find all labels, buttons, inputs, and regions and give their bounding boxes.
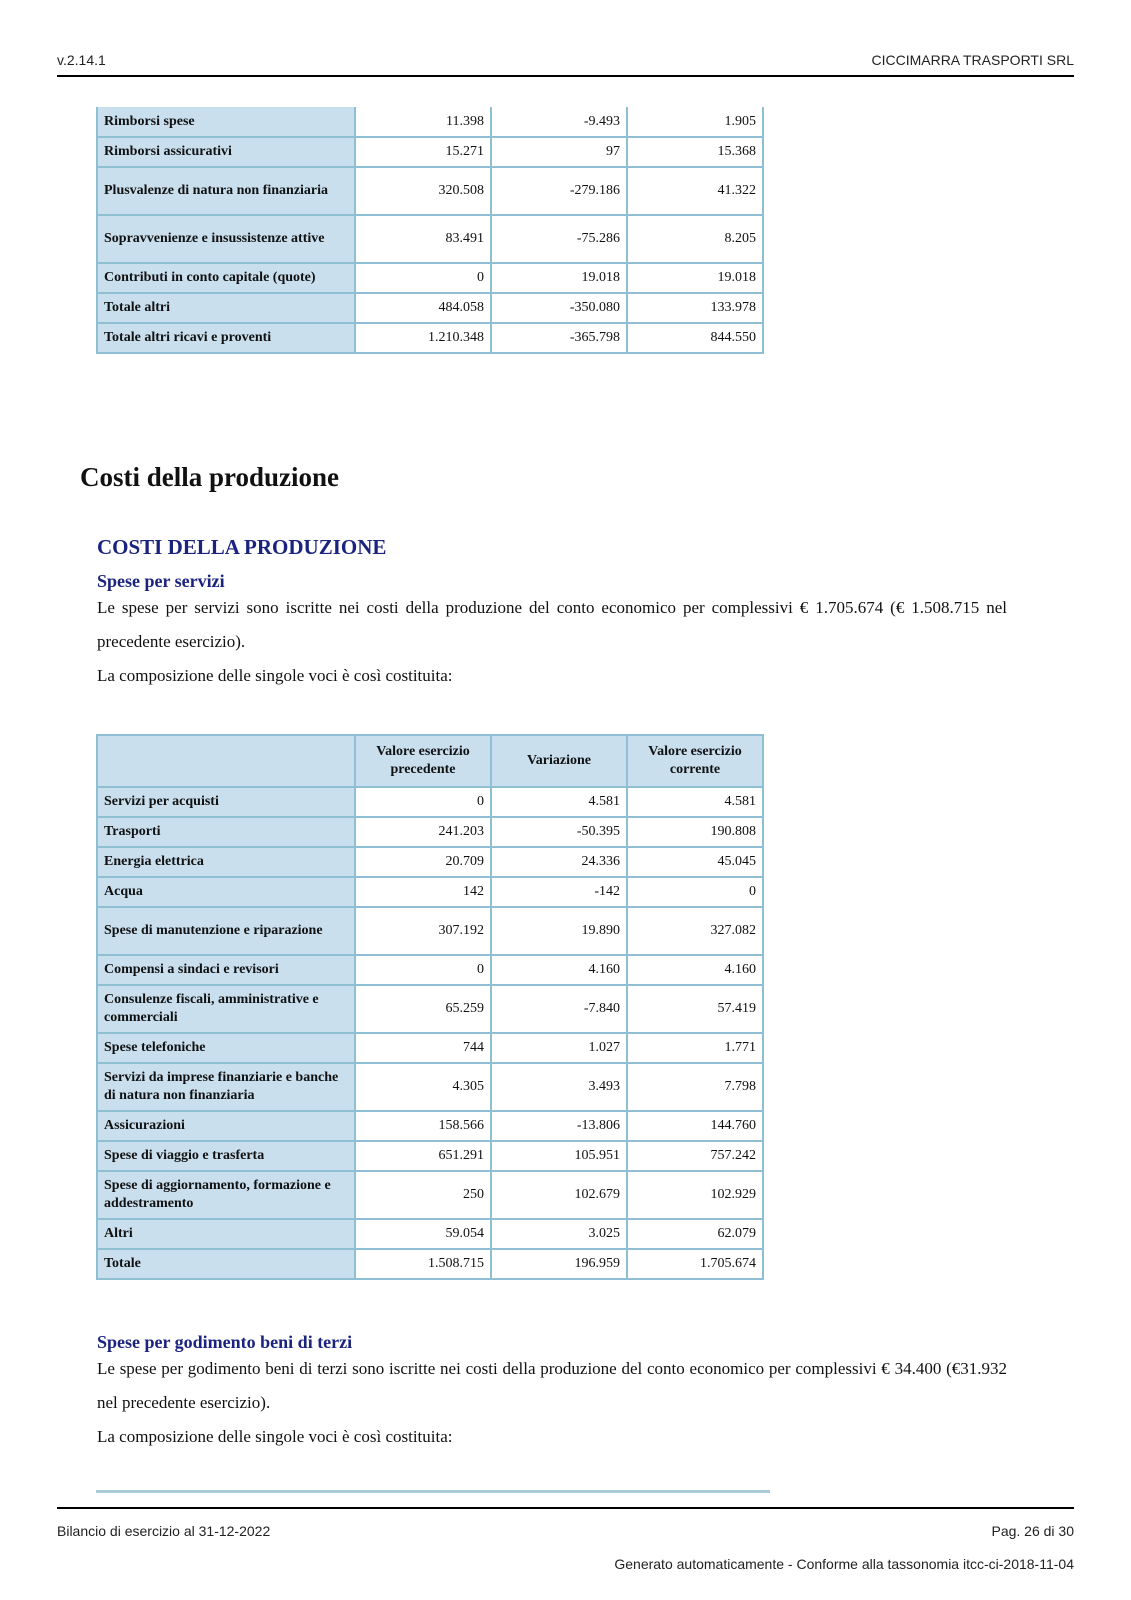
curr-value: 4.581 [627,787,763,817]
curr-value: 327.082 [627,907,763,955]
prev-value: 0 [355,787,491,817]
footer-generated-note: Generato automaticamente - Conforme alla tassonomia itcc-ci-2018-11-04 [614,1556,1074,1572]
servizi-heading: Spese per servizi [97,571,225,591]
godimento-text: Le spese per godimento beni di terzi sono iscritte nei costi della produzione del conto economico per complessivi € 34.400 (€31.932 nel precedente esercizio). [97,1359,1007,1412]
variation-value: -142 [491,877,627,907]
row-label: Servizi da imprese finanziarie e banche di natura non finanziaria [97,1063,355,1111]
prev-value: 1.508.715 [355,1249,491,1279]
variation-value: -365.798 [491,323,627,353]
prev-value: 307.192 [355,907,491,955]
prev-value: 0 [355,263,491,293]
prev-value: 250 [355,1171,491,1219]
row-label: Energia elettrica [97,847,355,877]
row-label: Spese telefoniche [97,1033,355,1063]
curr-value: 190.808 [627,817,763,847]
row-label: Plusvalenze di natura non finanziaria [97,167,355,215]
row-label: Assicurazioni [97,1111,355,1141]
section-title: Costi della produzione [80,462,340,492]
prev-value: 142 [355,877,491,907]
variation-value: 4.160 [491,955,627,985]
variation-value: -50.395 [491,817,627,847]
row-label: Spese di aggiornamento, formazione e addestramento [97,1171,355,1219]
variation-value: -350.080 [491,293,627,323]
curr-value: 1.905 [627,107,763,137]
variation-value: 4.581 [491,787,627,817]
variation-value: -75.286 [491,215,627,263]
variation-value: 105.951 [491,1141,627,1171]
header-variation: Variazione [491,735,627,787]
prev-value: 4.305 [355,1063,491,1111]
prev-value: 651.291 [355,1141,491,1171]
header-divider [57,75,1074,77]
curr-value: 8.205 [627,215,763,263]
row-label: Servizi per acquisti [97,787,355,817]
variation-value: 24.336 [491,847,627,877]
footer-page-number: Pag. 26 di 30 [991,1523,1074,1539]
curr-value: 4.160 [627,955,763,985]
row-label: Consulenze fiscali, amministrative e commerciali [97,985,355,1033]
prev-value: 158.566 [355,1111,491,1141]
company-name: CICCIMARRA TRASPORTI SRL [871,52,1074,68]
prev-value: 484.058 [355,293,491,323]
variation-value: 19.890 [491,907,627,955]
altri-ricavi-table [96,107,764,354]
prev-value: 744 [355,1033,491,1063]
footer-divider [57,1507,1074,1509]
footer-report-date: Bilancio di esercizio al 31-12-2022 [57,1523,271,1539]
curr-value: 144.760 [627,1111,763,1141]
prev-value: 11.398 [355,107,491,137]
page-header [57,52,1074,76]
header-prev: Valore esercizio precedente [355,735,491,787]
header-curr: Valore esercizio corrente [627,735,763,787]
row-label: Altri [97,1219,355,1249]
curr-value: 102.929 [627,1171,763,1219]
row-label: Rimborsi spese [97,107,355,137]
row-label: Compensi a sindaci e revisori [97,955,355,985]
spese-servizi-table [96,734,764,1280]
godimento-intro: La composizione delle singole voci è così costituita: [97,1427,453,1446]
prev-value: 65.259 [355,985,491,1033]
prev-value: 320.508 [355,167,491,215]
variation-value: 19.018 [491,263,627,293]
variation-value: -279.186 [491,167,627,215]
version-label: v.2.14.1 [57,52,106,68]
section-subtitle: COSTI DELLA PRODUZIONE [97,535,387,559]
variation-value: -9.493 [491,107,627,137]
row-label: Rimborsi assicurativi [97,137,355,167]
curr-value: 19.018 [627,263,763,293]
row-label: Totale [97,1249,355,1279]
prev-value: 241.203 [355,817,491,847]
curr-value: 757.242 [627,1141,763,1171]
row-label: Trasporti [97,817,355,847]
variation-value: 3.493 [491,1063,627,1111]
curr-value: 41.322 [627,167,763,215]
row-label: Spese di manutenzione e riparazione [97,907,355,955]
curr-value: 1.771 [627,1033,763,1063]
variation-value: 196.959 [491,1249,627,1279]
prev-value: 1.210.348 [355,323,491,353]
prev-value: 0 [355,955,491,985]
next-table-top-border [96,1490,770,1493]
row-label: Sopravvenienze e insussistenze attive [97,215,355,263]
header-label [97,735,355,787]
curr-value: 844.550 [627,323,763,353]
curr-value: 0 [627,877,763,907]
curr-value: 7.798 [627,1063,763,1111]
godimento-heading: Spese per godimento beni di terzi [97,1332,353,1352]
row-label: Contributi in conto capitale (quote) [97,263,355,293]
prev-value: 15.271 [355,137,491,167]
curr-value: 133.978 [627,293,763,323]
row-label: Spese di viaggio e trasferta [97,1141,355,1171]
row-label: Totale altri ricavi e proventi [97,323,355,353]
variation-value: -13.806 [491,1111,627,1141]
row-label: Totale altri [97,293,355,323]
servizi-text: Le spese per servizi sono iscritte nei costi della produzione del conto economico per complessivi € 1.705.674 (€ 1.508.715 nel precedente esercizio). [97,598,1007,651]
prev-value: 59.054 [355,1219,491,1249]
curr-value: 1.705.674 [627,1249,763,1279]
curr-value: 45.045 [627,847,763,877]
variation-value: 1.027 [491,1033,627,1063]
curr-value: 57.419 [627,985,763,1033]
variation-value: 3.025 [491,1219,627,1249]
curr-value: 15.368 [627,137,763,167]
variation-value: 97 [491,137,627,167]
prev-value: 83.491 [355,215,491,263]
prev-value: 20.709 [355,847,491,877]
servizi-intro: La composizione delle singole voci è così costituita: [97,666,453,685]
variation-value: -7.840 [491,985,627,1033]
variation-value: 102.679 [491,1171,627,1219]
curr-value: 62.079 [627,1219,763,1249]
row-label: Acqua [97,877,355,907]
